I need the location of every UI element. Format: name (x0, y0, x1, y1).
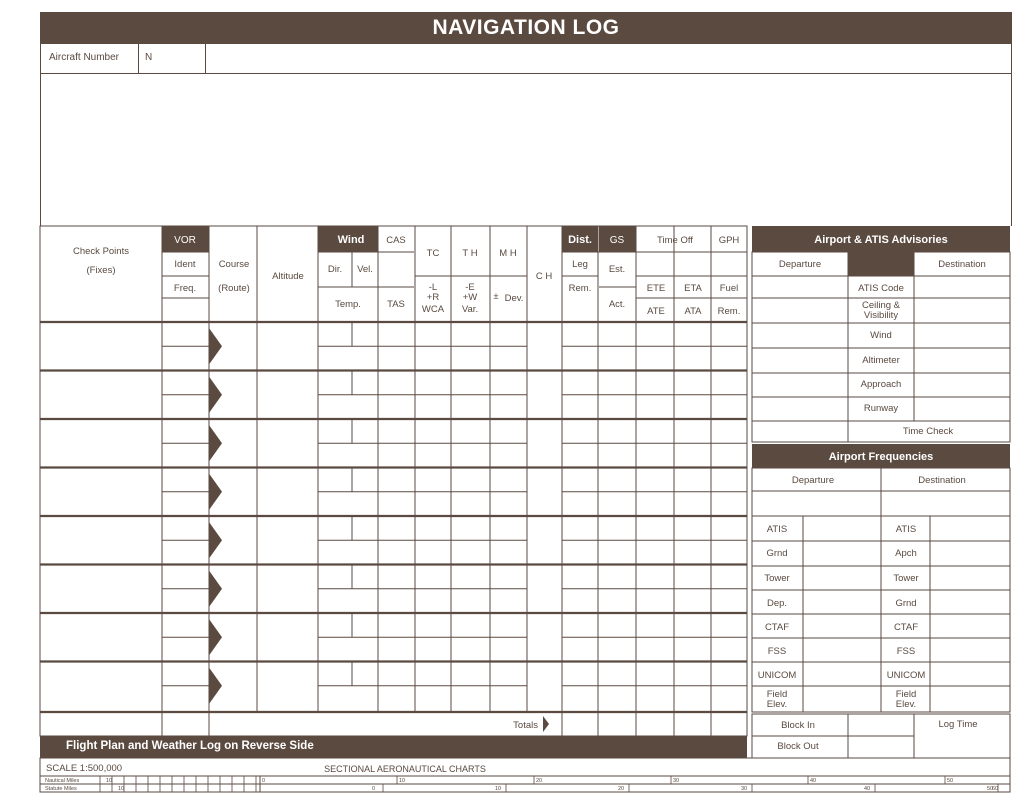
act-header: Act. (608, 299, 626, 310)
dist-header: Dist. (568, 234, 592, 246)
nautical-miles-label: Nautical Miles (45, 778, 80, 784)
ate-header: ATE (647, 306, 665, 317)
block-out-label: Block Out (777, 741, 819, 752)
checkpoints-header: Check Points (73, 246, 129, 257)
freq-dest-label: UNICOM (886, 670, 926, 681)
est-header: Est. (608, 264, 626, 275)
scale-number: 20 (618, 786, 625, 792)
time-off-header: Time Off (657, 235, 693, 246)
atis-panel-title: Airport & ATIS Advisories (814, 234, 948, 246)
scale-number: 0 (262, 778, 266, 784)
ident-header: Ident (174, 259, 196, 270)
log-time-label: Log Time (938, 719, 978, 730)
scale-label: SCALE 1:500,000 (46, 763, 123, 774)
freq-dep-label: ATIS (766, 524, 788, 535)
runway-label: Runway (863, 403, 899, 414)
time-check-label: Time Check (902, 426, 954, 437)
vel-header: Vel. (357, 264, 373, 275)
freq-dep-label: Field (766, 689, 788, 700)
freq-dest-label: Elev. (895, 699, 917, 710)
wind-header: Wind (337, 234, 365, 246)
scale-number: 10 (118, 786, 125, 792)
scale-number: 50 (987, 786, 994, 792)
atis-departure-label: Departure (778, 259, 822, 270)
ceiling-label: Ceiling & (861, 300, 901, 311)
wca-header: WCA (421, 304, 445, 315)
gph-header: GPH (718, 235, 740, 246)
leg-header: Leg (572, 259, 588, 270)
ete-header: ETE (646, 283, 666, 294)
freq-dest-label: Apch (895, 548, 917, 559)
freq-dest-label: FSS (896, 646, 916, 657)
mh-header: M H (499, 248, 517, 259)
freq-panel-title: Airport Frequencies (828, 451, 934, 463)
ch-header: C H (535, 271, 553, 282)
tc-header: TC (426, 248, 440, 259)
wca-l-header: -L (428, 282, 438, 293)
freq-header: Freq. (173, 283, 197, 294)
wca-r-header: +R (426, 292, 440, 303)
fuel-header: Fuel (719, 283, 739, 294)
aircraft-number-label: Aircraft Number (49, 52, 120, 63)
scale-number: 20 (536, 778, 543, 784)
var-e-header: -E (465, 282, 475, 293)
ata-header: ATA (684, 306, 702, 317)
scale-number: 50 (947, 778, 954, 784)
scale-number: 0 (372, 786, 376, 792)
tas-header: TAS (387, 299, 405, 310)
dist-rem-header: Rem. (568, 283, 592, 294)
gs-header: GS (609, 235, 625, 246)
scale-number: 10 (106, 778, 113, 784)
scale-number: 30 (741, 786, 748, 792)
freq-dest-label: Tower (893, 573, 919, 584)
aircraft-number-prefix: N (145, 52, 153, 63)
eta-header: ETA (684, 283, 702, 294)
scale-number: 60 (992, 786, 999, 792)
course-header: Course (218, 259, 250, 270)
var-header: Var. (461, 304, 479, 315)
dir-header: Dir. (327, 264, 343, 275)
freq-departure-label: Departure (791, 475, 835, 486)
charts-label: SECTIONAL AERONAUTICAL CHARTS (324, 764, 486, 774)
freq-dep-label: Dep. (766, 598, 788, 609)
freq-dep-label: UNICOM (757, 670, 797, 681)
scale-number: 40 (810, 778, 817, 784)
freq-dep-label: FSS (767, 646, 787, 657)
altitude-header: Altitude (272, 271, 304, 282)
freq-dest-label: ATIS (895, 524, 917, 535)
fuel-rem-header: Rem. (717, 306, 741, 317)
plus-minus-sign: ± (493, 291, 499, 302)
route-header: (Route) (218, 283, 250, 294)
atis-wind-label: Wind (870, 330, 892, 341)
freq-dest-label: Field (895, 689, 917, 700)
scale-number: 10 (399, 778, 406, 784)
visibility-label: Visibility (863, 310, 899, 321)
atis-destination-label: Destination (938, 259, 986, 270)
freq-dep-label: Grnd (766, 548, 788, 559)
freq-destination-label: Destination (918, 475, 966, 486)
approach-label: Approach (860, 379, 902, 390)
var-w-header: +W (462, 292, 478, 303)
scale-number: 40 (864, 786, 871, 792)
page-title: NAVIGATION LOG (432, 16, 620, 39)
flight-plan-note: Flight Plan and Weather Log on Reverse Side (66, 740, 314, 752)
fixes-header: (Fixes) (86, 265, 116, 276)
freq-dep-label: CTAF (764, 622, 790, 633)
scale-number: 10 (495, 786, 502, 792)
cas-header: CAS (386, 235, 406, 246)
scale-number: 30 (673, 778, 680, 784)
freq-dest-label: CTAF (893, 622, 919, 633)
atis-code-label: ATIS Code (858, 283, 904, 294)
statute-miles-label: Statute Miles (45, 786, 77, 792)
freq-dest-label: Grnd (895, 598, 917, 609)
freq-dep-label: Elev. (766, 699, 788, 710)
freq-dep-label: Tower (764, 573, 790, 584)
temp-header: Temp. (335, 299, 361, 310)
altimeter-label: Altimeter (862, 355, 900, 366)
vor-header: VOR (174, 235, 196, 246)
totals-label: Totals (513, 720, 538, 731)
dev-header: Dev. (504, 293, 524, 304)
block-in-label: Block In (781, 720, 815, 731)
th-header: T H (462, 248, 478, 259)
